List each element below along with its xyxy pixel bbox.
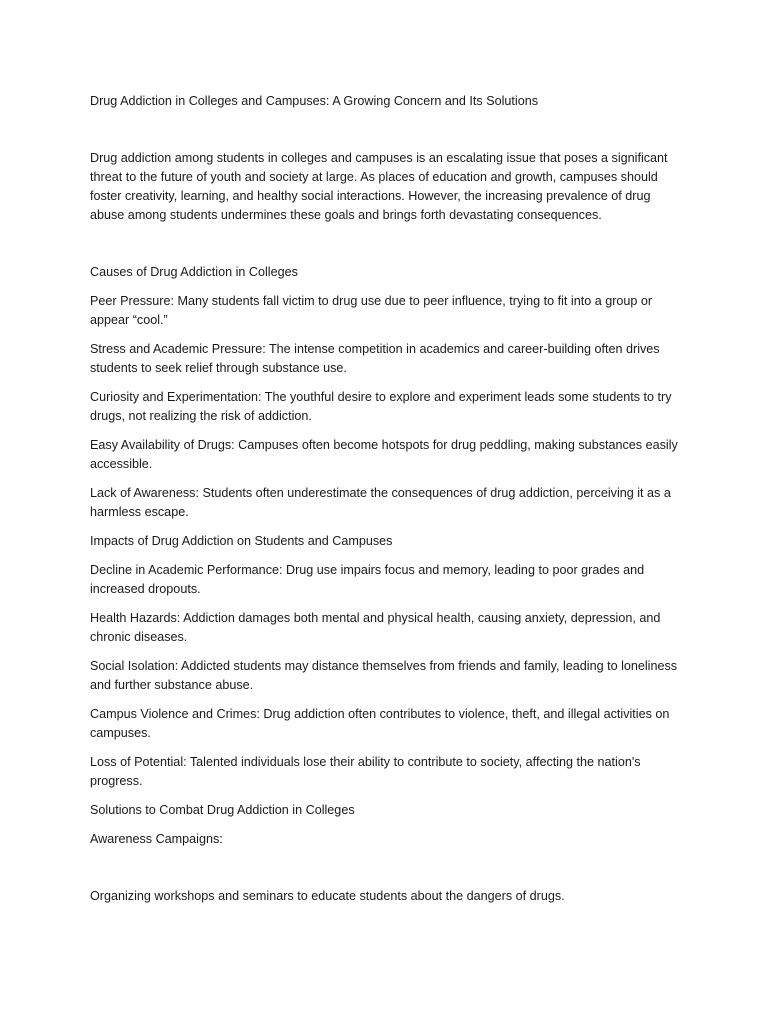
cause-item-awareness: Lack of Awareness: Students often underestimate the consequences of drug addiction, perceiving it as a harmless escape.	[90, 486, 671, 519]
cause-item-curiosity: Curiosity and Experimentation: The youthful desire to explore and experiment leads some students to try drugs, not realizing the risk of addiction.	[90, 390, 672, 423]
impact-item-academic: Decline in Academic Performance: Drug use impairs focus and memory, leading to poor grades and increased dropouts.	[90, 563, 645, 596]
awareness-campaigns-text: Organizing workshops and seminars to educate students about the dangers of drugs.	[90, 889, 565, 903]
impacts-heading: Impacts of Drug Addiction on Students and Campuses	[90, 534, 393, 548]
impact-item-potential: Loss of Potential: Talented individuals lose their ability to contribute to society, affecting the nation's progress.	[90, 755, 641, 788]
impact-item-isolation: Social Isolation: Addicted students may distance themselves from friends and family, leading to loneliness and further substance abuse.	[90, 659, 678, 692]
awareness-campaigns-label: Awareness Campaigns:	[90, 832, 223, 846]
cause-item-peer-pressure: Peer Pressure: Many students fall victim to drug use due to peer influence, trying to fit into a group or appear “cool.”	[90, 294, 653, 327]
intro-paragraph: Drug addiction among students in colleges and campuses is an escalating issue that poses a significant threat to the future of youth and society at large. As places of education and growth, campuses should foster creativity, learning, and healthy social interactions. However, the increasing prevalence of drug abuse among students undermines these goals and brings forth devastating consequences.	[90, 151, 668, 222]
impact-item-health: Health Hazards: Addiction damages both mental and physical health, causing anxiety, depression, and chronic diseases.	[90, 611, 661, 644]
cause-item-availability: Easy Availability of Drugs: Campuses often become hotspots for drug peddling, making substances easily accessible.	[90, 438, 678, 471]
document-body	[90, 92, 680, 916]
cause-item-stress: Stress and Academic Pressure: The intense competition in academics and career-building often drives students to seek relief through substance use.	[90, 342, 660, 375]
causes-heading: Causes of Drug Addiction in Colleges	[90, 265, 298, 279]
impact-item-violence: Campus Violence and Crimes: Drug addiction often contributes to violence, theft, and illegal activities on campuses.	[90, 707, 670, 740]
document-title: Drug Addiction in Colleges and Campuses: A Growing Concern and Its Solutions	[90, 94, 539, 108]
solutions-heading: Solutions to Combat Drug Addiction in Colleges	[90, 803, 355, 817]
